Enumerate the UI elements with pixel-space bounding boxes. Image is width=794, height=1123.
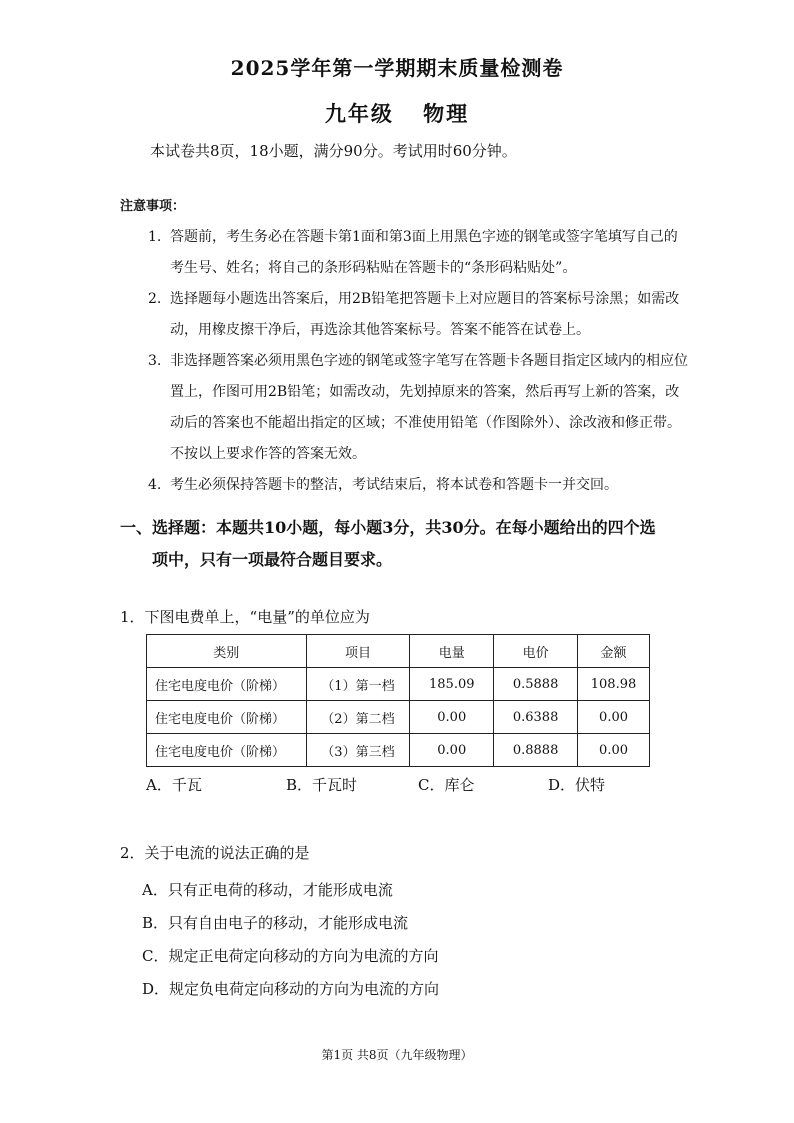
table-cell: 住宅电度电价（阶梯） — [147, 701, 307, 734]
note-item — [148, 284, 688, 346]
table-header-cell: 电量 — [410, 635, 494, 668]
note-number: 4. — [148, 477, 162, 493]
exam-title: 2025学年第一学期期末质量检测卷 — [230, 56, 564, 80]
note-item — [148, 346, 688, 470]
table-cell: 0.00 — [578, 734, 650, 767]
notes-heading: 注意事项： — [120, 199, 186, 214]
note-item — [148, 222, 688, 284]
table-header-cell: 金额 — [578, 635, 650, 668]
section-heading — [120, 512, 680, 576]
option-a: A．只有正电荷的移动，才能形成电流 — [142, 881, 393, 899]
table-cell: 108.98 — [578, 668, 650, 701]
page-footer: 第1页 共8页（九年级物理） — [321, 1048, 473, 1062]
table-cell: 0.00 — [410, 701, 494, 734]
table-cell: （3）第三档 — [306, 734, 410, 767]
exam-intro: 本试卷共8页，18小题，满分90分。考试用时60分钟。 — [150, 142, 517, 160]
section-heading-line: 一、选择题：本题共10小题，每小题3分，共30分。在每小题给出的四个选 — [120, 518, 656, 537]
table-cell: 0.00 — [578, 701, 650, 734]
question-2-stem: 2．关于电流的说法正确的是 — [120, 844, 310, 862]
table-cell: 住宅电度电价（阶梯） — [147, 734, 307, 767]
table-cell: （1）第一档 — [306, 668, 410, 701]
table-cell: 0.6388 — [494, 701, 578, 734]
question-2-options — [142, 874, 439, 1006]
grade-label: 九年级 — [324, 101, 394, 126]
table-header-row — [147, 635, 650, 668]
table-cell: 0.8888 — [494, 734, 578, 767]
table-row — [147, 668, 650, 701]
note-text: 非选择题答案必须用黑色字迹的钢笔或签字笔写在答题卡各题目指定区域内的相应位置上，作图可用2B铅笔；如需改动，先划掉原来的答案，然后再写上新的答案，改动后的答案也不能超出指定的区域；不准使用铅笔（作图除外）、涂改液和修正带。不按以上要求作答的答案无效。 — [170, 353, 688, 462]
table-row — [147, 701, 650, 734]
note-number: 3. — [148, 353, 162, 369]
subject-label: 物理 — [423, 101, 470, 126]
option-d: D．伏特 — [548, 776, 606, 794]
table-header-cell: 项目 — [306, 635, 410, 668]
note-text: 选择题每小题选出答案后，用2B铅笔把答题卡上对应题目的答案标号涂黑；如需改动，用橡皮擦干净后，再选涂其他答案标号。答案不能答在试卷上。 — [170, 291, 680, 338]
table-header-cell: 类别 — [147, 635, 307, 668]
note-number: 2. — [148, 291, 162, 307]
notes-list — [148, 222, 688, 501]
section-heading-line: 项中，只有一项最符合题目要求。 — [152, 550, 393, 569]
exam-subtitle — [0, 98, 794, 128]
table-cell: 185.09 — [410, 668, 494, 701]
option-b: B．千瓦时 — [286, 776, 358, 794]
table-row — [147, 734, 650, 767]
note-text: 答题前，考生务必在答题卡第1面和第3面上用黑色字迹的钢笔或签字笔填写自己的考生号、姓名；将自己的条形码粘贴在答题卡的“条形码粘贴处”。 — [170, 229, 678, 276]
option-d: D．规定负电荷定向移动的方向为电流的方向 — [142, 980, 440, 998]
table-cell: （2）第二档 — [306, 701, 410, 734]
electricity-bill-table — [146, 634, 650, 767]
option-b: B．只有自由电子的移动，才能形成电流 — [142, 914, 409, 932]
table-cell: 0.5888 — [494, 668, 578, 701]
table-header-cell: 电价 — [494, 635, 578, 668]
table-cell: 0.00 — [410, 734, 494, 767]
option-a: A．千瓦 — [146, 776, 202, 794]
option-c: C．库仑 — [418, 776, 475, 794]
note-item — [148, 470, 688, 501]
table-cell: 住宅电度电价（阶梯） — [147, 668, 307, 701]
note-number: 1. — [148, 229, 162, 245]
question-1-stem: 1．下图电费单上，“电量”的单位应为 — [120, 608, 370, 626]
option-c: C．规定正电荷定向移动的方向为电流的方向 — [142, 947, 439, 965]
note-text: 考生必须保持答题卡的整洁，考试结束后，将本试卷和答题卡一并交回。 — [170, 477, 618, 493]
